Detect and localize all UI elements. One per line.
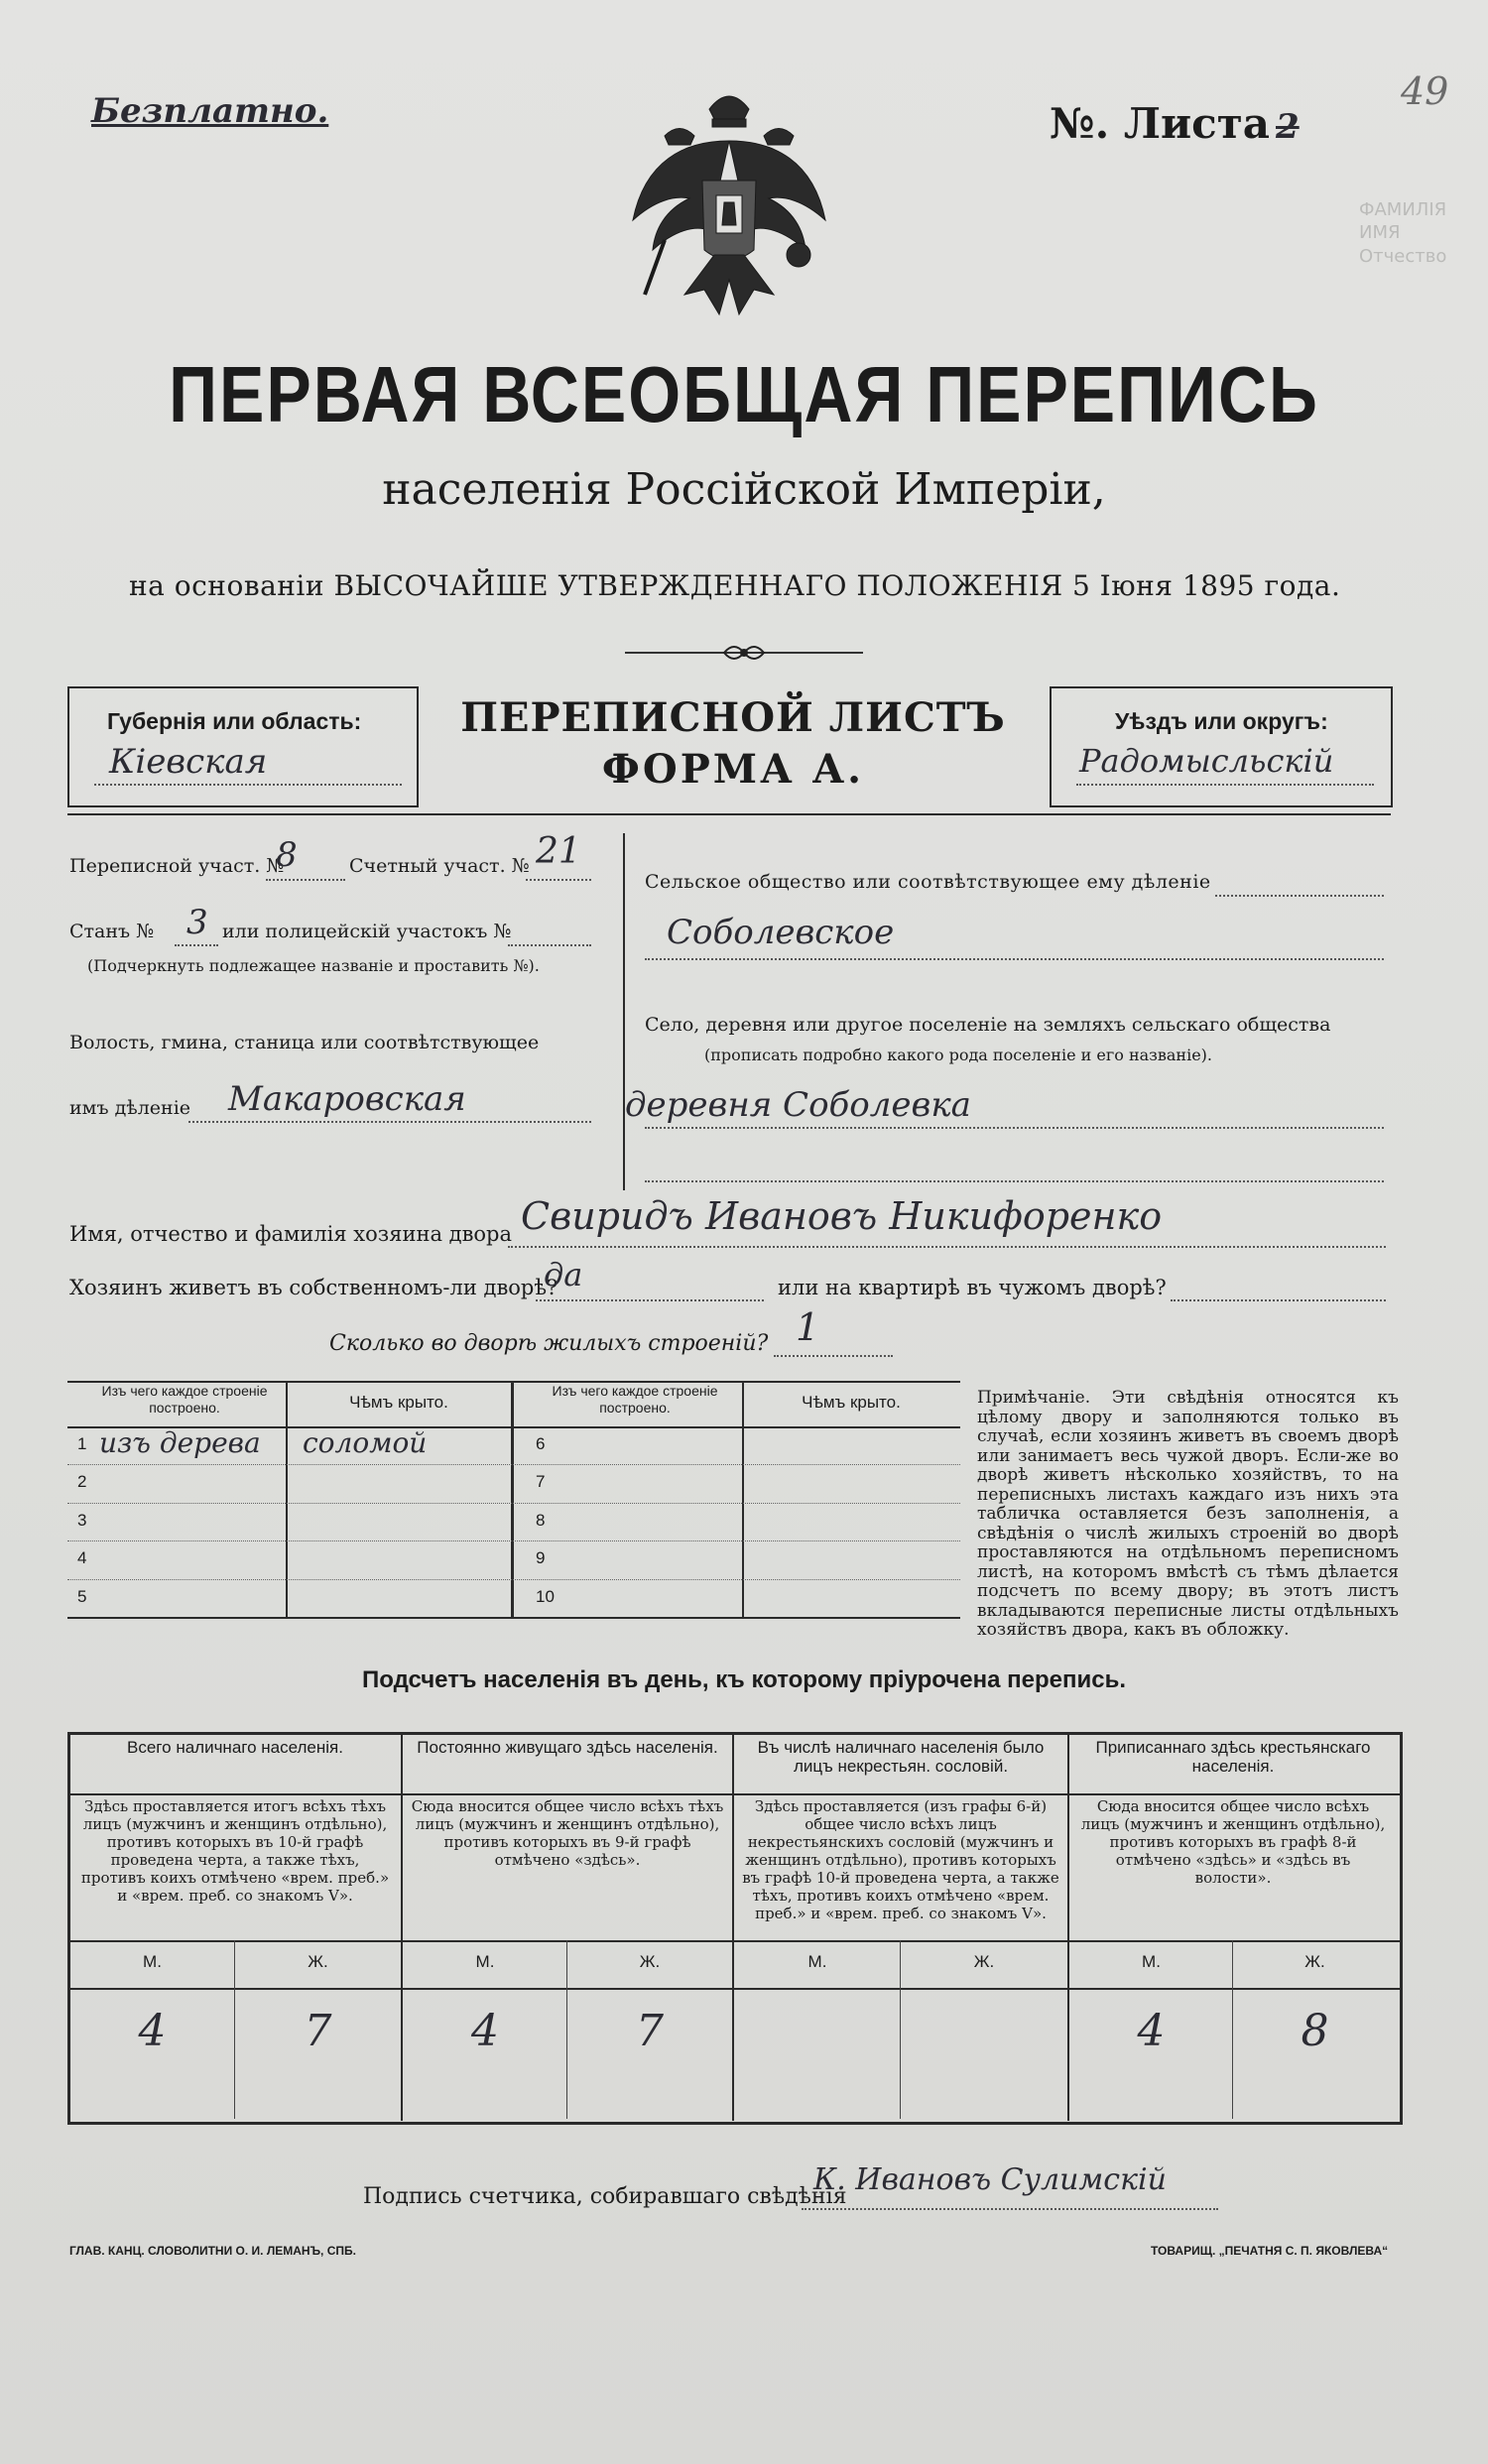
- fields-divider: [623, 833, 625, 1190]
- buildings-header-material-left: Изъ чего каждое строеніе построено.: [101, 1383, 268, 1416]
- female-label: Ж.: [1304, 1952, 1325, 1971]
- buildings-header-material-right: Изъ чего каждое строеніе построено.: [552, 1383, 718, 1416]
- owner-name-label: Имя, отчество и фамилія хозяина двора: [69, 1222, 513, 1246]
- signature-value[interactable]: К. Ивановъ Сулимскій: [813, 2162, 1167, 2197]
- census-section-dotline: [266, 879, 345, 881]
- counting-section-dotline: [526, 879, 591, 881]
- note-text: Примѣчаніе. Эти свѣдѣнія относятся къ цѣлому двору и заполняются только въ случаѣ, если хозяинъ живетъ въ своемъ дворѣ или занимаетъ весь чужой дворъ. Если-же во дворѣ живетъ нѣсколько хозяйствъ, то на переписныхъ листахъ каждаго изъ нихъ эта табличка оставляется безъ заполненія, а свѣдѣнія о числѣ жилыхъ строеній во дворѣ проставляются на отдѣльномъ переписномъ листѣ, на которомъ вмѣстѣ съ тѣмъ дѣлается подсчетъ по всему двору; въ этотъ листъ вкладываются переписные листы отдѣльныхъ хозяйствъ двора, какъ въ обложку.: [977, 1388, 1399, 1640]
- signature-label: Подпись счетчика, собиравшаго свѣдѣнія: [363, 2184, 847, 2209]
- building-row-number: 6: [536, 1434, 546, 1453]
- volost-label-line2: имъ дѣленіе: [69, 1097, 191, 1119]
- building-row-number: 8: [536, 1510, 546, 1530]
- sheet-number-label: №. Листа 2: [1050, 99, 1300, 148]
- male-label: М.: [1142, 1952, 1161, 1971]
- building-row-number: 10: [536, 1586, 555, 1606]
- count-col-divider-2: [732, 1732, 734, 2121]
- district-dotline: [1076, 784, 1374, 786]
- count-column-description: Здѣсь проставляется (изъ графы 6-й) общее число всѣхъ лицъ некрестьянскихъ сословій (мужчинъ и женщинъ отдѣльно), противъ которыхъ въ графѣ 10-й проведена черта, а также тѣхъ, противъ коихъ отмѣчено «врем. преб.» и «врем. преб. со знакомъ V».: [742, 1797, 1059, 1922]
- own-yard-dotline: [536, 1299, 764, 1301]
- count-table-descrule: [67, 1940, 1401, 1942]
- male-label: М.: [807, 1952, 827, 1971]
- volost-dotline: [188, 1121, 591, 1123]
- counting-section-label: Счетный участ. №: [349, 855, 530, 877]
- village-label-line2: (прописать подробно какого рода поселеніе и его названіе).: [704, 1046, 1212, 1064]
- male-label: М.: [475, 1952, 495, 1971]
- volost-label-line1: Волость, гмина, станица или соотвѣтствующее: [69, 1032, 540, 1053]
- village-dotline-2: [645, 1180, 1384, 1182]
- buildings-table-bottom: [67, 1617, 960, 1619]
- police-label: или полицейскій участокъ №: [222, 921, 512, 942]
- rented-dotline: [1171, 1299, 1386, 1301]
- count-table-headrule: [67, 1793, 1401, 1795]
- count-column-description: Сюда вносится общее число всѣхъ лицъ (мужчинъ и женщинъ отдѣльно), противъ которыхъ въ графѣ 8-й отмѣчено «здѣсь» и «здѣсь въ волости».: [1080, 1797, 1386, 1887]
- count-column-header: Въ числѣ наличнаго населенія было лицъ некрестьян. сословій.: [757, 1738, 1045, 1776]
- female-label: Ж.: [973, 1952, 995, 1971]
- building-row-number: 2: [77, 1472, 87, 1492]
- female-count-value[interactable]: 7: [636, 2006, 664, 2056]
- province-label: Губернія или область:: [107, 708, 362, 734]
- signature-dotline: [802, 2208, 1218, 2210]
- male-count-value[interactable]: 4: [138, 2006, 167, 2056]
- building-row-number: 1: [77, 1434, 87, 1453]
- stan-label: Станъ №: [69, 921, 155, 942]
- basis-text: на основаніи ВЫСОЧАЙШЕ УТВЕРЖДЕННАГО ПОЛОЖЕНІЯ 5 Іюня 1895 года.: [129, 569, 1341, 602]
- building-row-number: 4: [77, 1548, 87, 1568]
- female-count-value[interactable]: 8: [1301, 2006, 1329, 2056]
- building-row-number: 5: [77, 1586, 87, 1606]
- buildings-col-divider-3: [742, 1381, 744, 1617]
- police-dotline: [508, 944, 591, 946]
- building-material-value[interactable]: изъ дерева: [99, 1426, 261, 1459]
- society-label: Сельское общество или соотвѣтствующее ему дѣленіе: [645, 871, 1211, 893]
- page-title: ПЕРВАЯ ВСЕОБЩАЯ ПЕРЕПИСЬ: [169, 350, 1319, 439]
- society-value[interactable]: Соболевское: [667, 913, 895, 952]
- printer-left: ГЛАВ. КАНЦ. СЛОВОЛИТНИ О. И. ЛЕМАНЪ, СПБ.: [69, 2244, 356, 2258]
- count-column-header: Всего наличнаго населенія.: [127, 1738, 343, 1757]
- counting-section-value[interactable]: 21: [536, 831, 581, 872]
- page-number-pencil: 49: [1401, 69, 1449, 113]
- building-row-number: 9: [536, 1548, 546, 1568]
- own-yard-value[interactable]: да: [544, 1256, 583, 1294]
- male-label: М.: [143, 1952, 162, 1971]
- free-label: Безплатно.: [91, 91, 329, 131]
- village-label-line1: Село, деревня или другое поселеніе на земляхъ сельскаго общества: [645, 1014, 1331, 1036]
- count-table-title: Подсчетъ населенія въ день, къ которому пріурочена перепись.: [362, 1666, 1126, 1693]
- building-roof-value[interactable]: соломой: [303, 1426, 428, 1459]
- female-label: Ж.: [308, 1952, 328, 1971]
- owner-name-value[interactable]: Свиридъ Ивановъ Никифоренко: [521, 1194, 1163, 1238]
- count-col-divider-3: [1067, 1732, 1069, 2121]
- count-table-frame: [67, 1732, 1403, 2125]
- buildings-col-divider-2: [511, 1381, 514, 1617]
- building-row-number: 7: [536, 1472, 546, 1492]
- district-value[interactable]: Радомысльскій: [1079, 742, 1334, 780]
- female-count-value[interactable]: 7: [304, 2006, 332, 2056]
- stan-dotline: [175, 944, 218, 946]
- building-row-number: 3: [77, 1510, 87, 1530]
- page-subtitle: населенія Россійской Имперіи,: [382, 464, 1106, 515]
- stan-value[interactable]: 3: [186, 903, 208, 942]
- rented-label: или на квартирѣ въ чужомъ дворѣ?: [778, 1276, 1167, 1299]
- buildings-value[interactable]: 1: [796, 1305, 820, 1349]
- census-section-value[interactable]: 8: [276, 835, 298, 875]
- count-column-header: Приписаннаго здѣсь крестьянскаго населенія.: [1095, 1738, 1371, 1776]
- district-label: Уѣздъ или округъ:: [1115, 708, 1328, 734]
- bleed-through-text: ФАМИЛІЯ ИМЯ Отчество: [1359, 199, 1447, 267]
- count-column-header: Постоянно живущаго здѣсь населенія.: [417, 1738, 718, 1757]
- census-section-label: Переписной участ. №: [69, 855, 285, 877]
- building-row-rule: [67, 1464, 960, 1465]
- buildings-header-roof-left: Чѣмъ крыто.: [349, 1393, 448, 1412]
- header-rule: [67, 813, 1391, 815]
- count-col-divider-1: [401, 1732, 403, 2121]
- society-dotline-1: [1215, 895, 1384, 897]
- owner-name-dotline: [508, 1246, 1386, 1248]
- building-row-rule: [67, 1579, 960, 1580]
- village-dotline-1: [645, 1127, 1384, 1129]
- own-yard-label: Хозяинъ живетъ въ собственномъ-ли дворѣ?: [69, 1276, 558, 1299]
- volost-value[interactable]: Макаровская: [228, 1079, 466, 1119]
- count-table-mfrule: [67, 1988, 1401, 1990]
- male-count-value[interactable]: 4: [471, 2006, 499, 2056]
- female-label: Ж.: [639, 1952, 661, 1971]
- count-column-description: Сюда вносится общее число всѣхъ тѣхъ лицъ (мужчинъ и женщинъ отдѣльно), противъ которыхъ въ 9-й графѣ отмѣчено «здѣсь».: [411, 1797, 724, 1869]
- male-count-value[interactable]: 4: [1137, 2006, 1166, 2056]
- form-title-line2: ФОРМА А.: [601, 746, 865, 793]
- buildings-col-divider-1: [286, 1381, 288, 1617]
- buildings-header-roof-right: Чѣмъ крыто.: [802, 1393, 901, 1412]
- printer-right: ТОВАРИЩ. „ПЕЧАТНЯ С. П. ЯКОВЛЕВА“: [1151, 2244, 1389, 2258]
- imperial-eagle-icon: [625, 81, 833, 324]
- form-title-line1: ПЕРЕПИСНОЙ ЛИСТЪ: [460, 694, 1006, 741]
- building-row-rule: [67, 1503, 960, 1504]
- buildings-label: Сколько во дворѣ жилыхъ строеній?: [329, 1331, 769, 1356]
- building-row-rule: [67, 1540, 960, 1541]
- count-column-description: Здѣсь проставляется итогъ всѣхъ тѣхъ лицъ (мужчинъ и женщинъ отдѣльно), противъ которыхъ въ 10-й графѣ проведена черта, а также тѣхъ, противъ коихъ отмѣчено «врем. преб.» и «врем. преб. со знакомъ V».: [80, 1797, 390, 1905]
- buildings-dotline: [774, 1355, 893, 1357]
- underline-note: (Подчеркнуть подлежащее названіе и проставить №).: [87, 956, 540, 975]
- province-value[interactable]: Кіевская: [109, 742, 268, 782]
- province-dotline: [94, 784, 402, 786]
- village-value[interactable]: деревня Соболевка: [625, 1085, 971, 1125]
- society-dotline-2: [645, 958, 1384, 960]
- ornament-divider-icon: [625, 639, 863, 667]
